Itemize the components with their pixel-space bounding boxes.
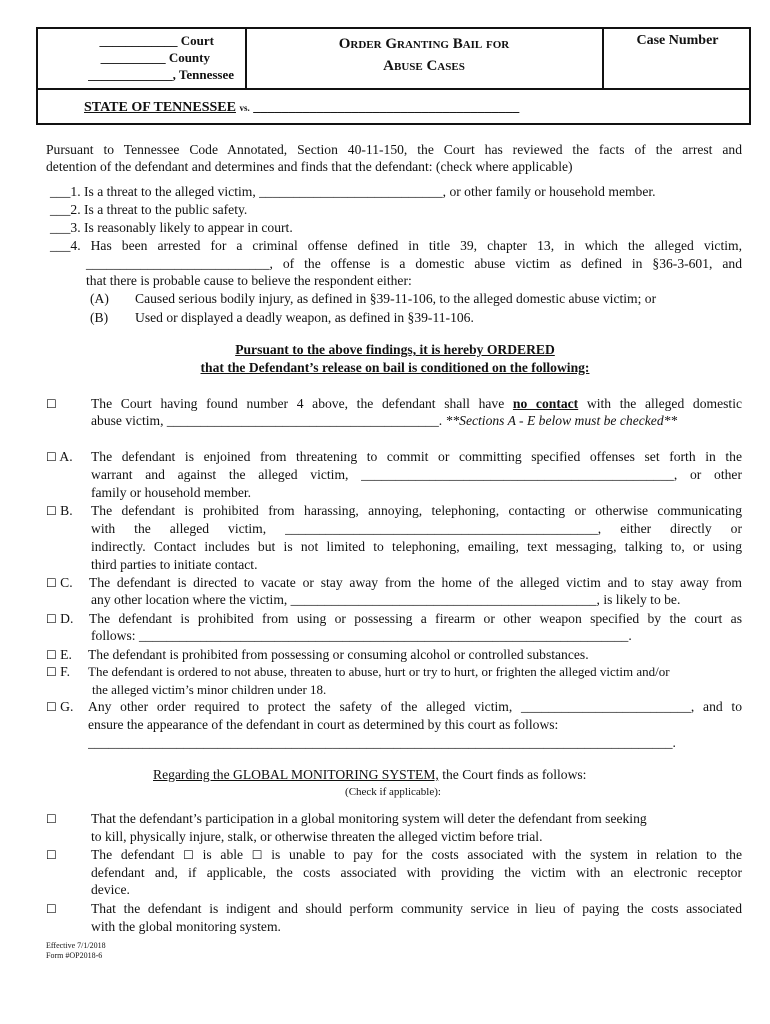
- header-box: [36, 27, 751, 125]
- condition-b-line-1: The defendant is prohibited from harassing, annoying, telephoning, contacting or otherwise communicating: [91, 503, 742, 518]
- finding-option-b-label: (B): [90, 310, 109, 325]
- sections-note: **Sections A - E below must be checked**: [442, 413, 678, 428]
- condition-g-checkbox[interactable]: ☐ G.: [46, 699, 74, 714]
- vs-label: vs.: [239, 103, 250, 113]
- condition-f-line-1: The defendant is ordered to not abuse, threaten to abuse, hurt or try to hurt, or frighten the alleged victim and/or: [88, 664, 670, 679]
- finding-option-a-label: (A): [90, 291, 109, 306]
- case-caption: [84, 100, 519, 116]
- condition-g-line-1: Any other order required to protect the safety of the alleged victim, _________________________, and to: [88, 699, 742, 714]
- gms-item-3-line-2: with the global monitoring system.: [91, 919, 281, 934]
- state-label: STATE OF TENNESSEE: [84, 100, 236, 115]
- gms-item-2-checkbox[interactable]: ☐: [46, 848, 57, 862]
- no-contact-emphasis: no contact: [512, 396, 579, 411]
- divider: [38, 88, 749, 90]
- case-number-field[interactable]: Case Number: [636, 33, 719, 48]
- order-heading-line-2: that the Defendant’s release on bail is conditioned on the following:: [200, 360, 590, 375]
- condition-c-line-1: The defendant is directed to vacate or stay away from the home of the alleged victim and to stay away from: [89, 575, 742, 590]
- finding-2[interactable]: ___2. Is a threat to the public safety.: [50, 202, 248, 217]
- condition-b-checkbox[interactable]: ☐ B.: [46, 503, 73, 518]
- gms-item-2-line-3: device.: [91, 882, 130, 897]
- finding-option-b-text: Used or displayed a deadly weapon, as defined in §39-11-106.: [135, 310, 474, 325]
- intro-line-2: detention of the defendant and determines and finds that the defendant: (check where applicable): [46, 159, 573, 174]
- condition-f-line-2: the alleged victim’s minor children under 18.: [92, 682, 327, 697]
- gms-item-1-line-1: That the defendant’s participation in a global monitoring system will deter the defendant from seeking: [91, 811, 647, 826]
- court-block: [56, 32, 244, 83]
- unable-checkbox[interactable]: ☐: [251, 848, 263, 862]
- no-contact-checkbox[interactable]: ☐: [46, 397, 57, 411]
- gms-item-1-line-2: to kill, physically injure, stalk, or otherwise threaten the alleged victim before trial.: [91, 829, 543, 844]
- condition-g-line-2: ensure the appearance of the defendant in court as determined by this court as follows:: [88, 717, 559, 732]
- gms-item-1-checkbox[interactable]: ☐: [46, 812, 57, 826]
- condition-d-checkbox[interactable]: ☐ D.: [46, 611, 74, 626]
- condition-a-checkbox[interactable]: ☐ A.: [46, 449, 73, 464]
- gms-heading: Regarding the GLOBAL MONITORING SYSTEM, the Court finds as follows:: [153, 767, 587, 782]
- finding-option-a-text: Caused serious bodily injury, as defined in §39-11-106, to the alleged domestic abuse victim; or: [135, 291, 657, 306]
- gms-item-3-checkbox[interactable]: ☐: [46, 902, 57, 916]
- condition-a-line-3: family or household member.: [91, 485, 252, 500]
- condition-b-line-3: indirectly. Contact includes but is not limited to telephoning, emailing, text messaging, talking to, or using: [91, 539, 742, 554]
- title-line-1: Order Granting Bail for: [338, 36, 510, 52]
- condition-e-line-1: The defendant is prohibited from possessing or consuming alcohol or controlled substances.: [88, 647, 589, 662]
- finding-1[interactable]: ___1. Is a threat to the alleged victim, ___________________________, or other family or household member.: [50, 184, 656, 199]
- city-field[interactable]: _____________, Tennessee: [88, 67, 234, 82]
- condition-e-checkbox[interactable]: ☐ E.: [46, 647, 72, 662]
- condition-c-line-2: any other location where the victim, _____________________________________________, is likely to be.: [91, 592, 681, 607]
- county-field[interactable]: __________ County: [100, 50, 210, 65]
- form-number: Form #OP2018-6: [46, 951, 103, 960]
- condition-d-line-2: follows: ________________________________________________________________________.: [91, 628, 632, 643]
- court-name-field[interactable]: ____________ Court: [99, 33, 214, 48]
- defendant-name-field[interactable]: ______________________________________: [253, 100, 520, 115]
- condition-f-checkbox[interactable]: ☐ F.: [46, 664, 71, 679]
- finding-4[interactable]: ___4. Has been arrested for a criminal offense defined in title 39, chapter 13, in which the alleged victim,: [50, 238, 742, 253]
- condition-b-line-2: with the alleged victim, ______________________________________________, either directly or: [91, 521, 742, 536]
- order-heading-line-1: Pursuant to the above findings, it is hereby ORDERED: [235, 342, 555, 357]
- no-contact-line-2: abuse victim, ________________________________________. **Sections A - E below must be checked**: [91, 413, 678, 428]
- divider: [245, 29, 247, 90]
- gms-item-2-line-1: The defendant ☐ is able ☐ is unable to pay for the costs associated with the system in relation to the: [91, 847, 743, 862]
- condition-a-line-1: The defendant is enjoined from threatening to commit or committing specified offenses set forth in the: [91, 449, 742, 464]
- condition-c-checkbox[interactable]: ☐ C.: [46, 575, 73, 590]
- finding-4-line-3: that there is probable cause to believe the respondent either:: [86, 273, 412, 288]
- no-contact-line-1: The Court having found number 4 above, the defendant shall have no contact with the alleged domestic: [91, 396, 743, 411]
- finding-3[interactable]: ___3. Is reasonably likely to appear in court.: [50, 220, 293, 235]
- condition-b-line-4: third parties to initiate contact.: [91, 557, 258, 572]
- title-line-2: Abuse Cases: [383, 58, 465, 74]
- form-title: [248, 33, 600, 77]
- gms-subheading: (Check if applicable):: [345, 786, 441, 798]
- finding-4-line-2: ___________________________, of the offense is a domestic abuse victim as defined in §36-3-601, and: [86, 256, 742, 271]
- gms-item-2-line-2: defendant and, if applicable, the costs associated with providing the victim with an electronic receptor: [91, 865, 742, 880]
- condition-d-line-1: The defendant is prohibited from using or possessing a firearm or other weapon specified by the court as: [89, 611, 742, 626]
- intro-line-1: Pursuant to Tennessee Code Annotated, Section 40-11-150, the Court has reviewed the facts of the arrest and: [46, 142, 742, 157]
- effective-date: Effective 7/1/2018: [46, 941, 106, 950]
- able-checkbox[interactable]: ☐: [183, 848, 194, 862]
- condition-g-line-3[interactable]: ______________________________________________________________________________________.: [88, 735, 676, 750]
- condition-a-line-2: warrant and against the alleged victim, ______________________________________________, or other: [91, 467, 742, 482]
- gms-item-3-line-1: That the defendant is indigent and should perform community service in lieu of paying the costs associated: [91, 901, 742, 916]
